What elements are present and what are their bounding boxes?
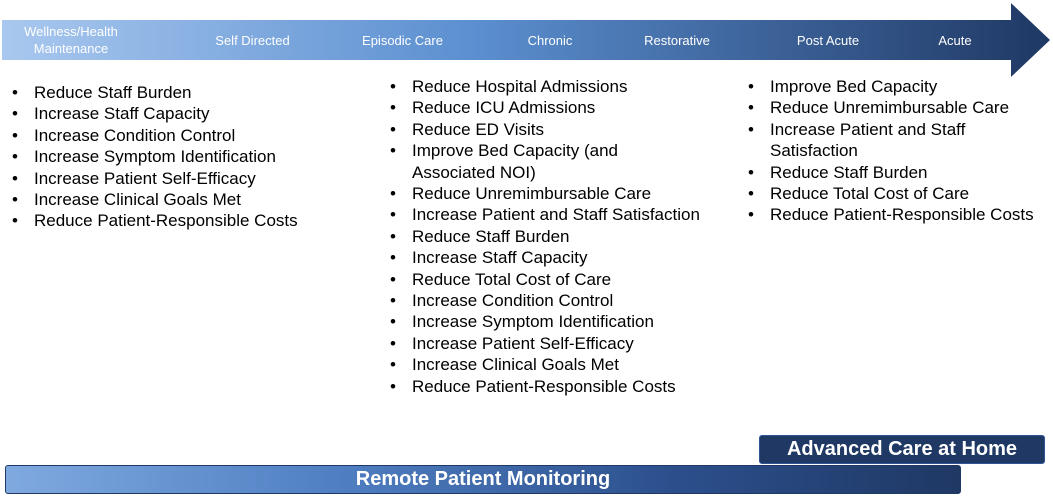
list-item: • Reduce Patient-Responsible Costs: [388, 376, 703, 397]
stage-label-restorative: Restorative: [644, 32, 710, 48]
list-item: • Increase Patient Self-Efficacy: [388, 333, 703, 354]
list-item: • Reduce Patient-Responsible Costs: [10, 210, 340, 231]
remote-patient-monitoring-bar: Remote Patient Monitoring: [5, 465, 961, 494]
stage-label-acute: Acute: [938, 32, 972, 48]
list-item: • Increase Condition Control: [388, 290, 703, 311]
stage-label-chronic: Chronic: [527, 32, 573, 48]
goals-list-left: [10, 82, 340, 232]
list-item: • Increase Clinical Goals Met: [10, 189, 340, 210]
list-item: • Reduce Unremimbursable Care: [746, 97, 1051, 118]
goals-list-right: [746, 76, 1051, 226]
list-item: • Reduce Total Cost of Care: [746, 183, 1051, 204]
list-item: • Increase Staff Capacity: [10, 103, 340, 124]
list-item: • Increase Patient and Staff Satisfaction: [746, 119, 1051, 162]
stage-label-episodic-care: Episodic Care: [362, 32, 443, 48]
list-item: • Improve Bed Capacity: [746, 76, 1051, 97]
list-item: • Increase Condition Control: [10, 125, 340, 146]
list-item: • Reduce Staff Burden: [746, 162, 1051, 183]
stage-label-wellness: Wellness/Health Maintenance: [24, 24, 118, 56]
list-item: • Reduce Staff Burden: [388, 226, 703, 247]
stage-label-self-directed: Self Directed: [215, 32, 290, 48]
list-item: • Reduce Unremimbursable Care: [388, 183, 703, 204]
list-item: • Reduce ED Visits: [388, 119, 703, 140]
list-item: • Improve Bed Capacity (and Associated NOI): [388, 140, 703, 183]
list-item: • Reduce Total Cost of Care: [388, 269, 703, 290]
goals-list-middle: [388, 76, 703, 397]
list-item: • Increase Symptom Identification: [10, 146, 340, 167]
list-item: • Increase Patient Self-Efficacy: [10, 168, 340, 189]
advanced-care-at-home-bar: Advanced Care at Home: [759, 435, 1045, 464]
list-item: • Reduce ICU Admissions: [388, 97, 703, 118]
list-item: • Increase Symptom Identification: [388, 311, 703, 332]
list-item: • Reduce Staff Burden: [10, 82, 340, 103]
list-item: • Increase Patient and Staff Satisfaction: [388, 204, 703, 225]
list-item: • Reduce Hospital Admissions: [388, 76, 703, 97]
list-item: • Increase Staff Capacity: [388, 247, 703, 268]
list-item: • Increase Clinical Goals Met: [388, 354, 703, 375]
list-item: • Reduce Patient-Responsible Costs: [746, 204, 1051, 225]
stage-label-post-acute: Post Acute: [796, 32, 860, 48]
